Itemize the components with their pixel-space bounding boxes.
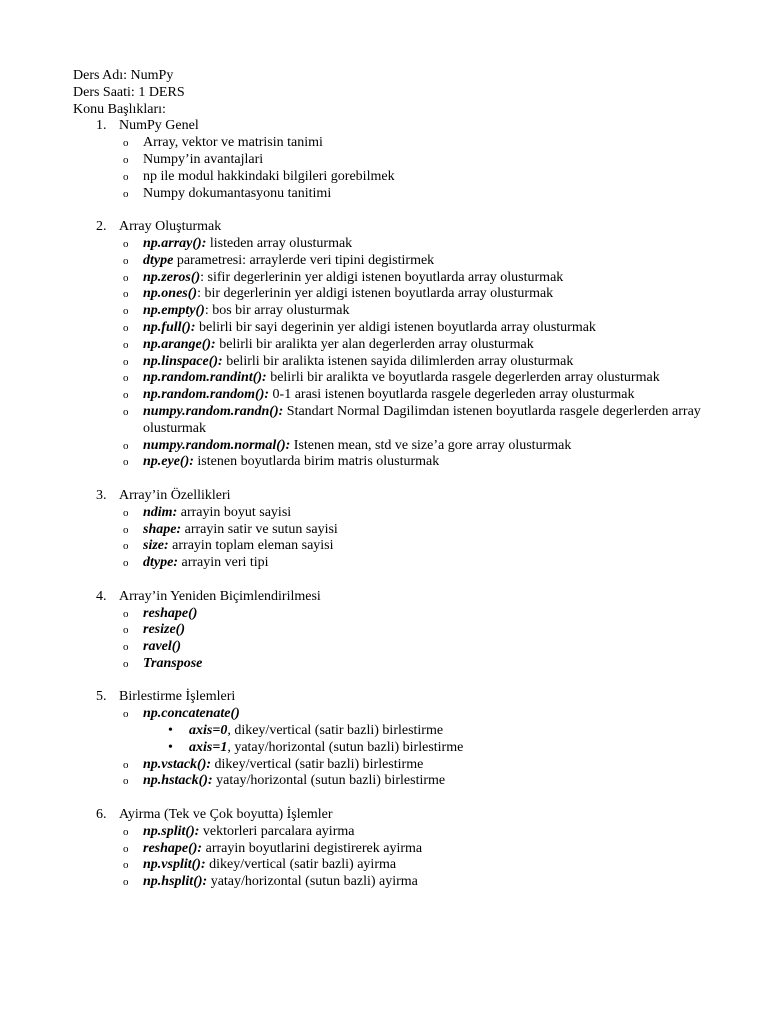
circle-bullet-icon: o <box>123 153 129 166</box>
circle-bullet-icon: o <box>123 187 129 200</box>
section-title: Ayirma (Tek ve Çok boyutta) İşlemler <box>119 807 333 823</box>
list-item <box>73 387 733 404</box>
circle-bullet-icon: o <box>123 355 129 368</box>
section-heading <box>73 589 733 606</box>
list-item <box>73 555 733 572</box>
item-text: , yatay/horizontal (sutun bazli) birlestirme <box>227 739 464 755</box>
disc-bullet-icon: • <box>168 739 173 755</box>
item-text: : sifir degerlerinin yer aldigi istenen boyutlarda array olusturmak <box>200 269 564 285</box>
list-item <box>73 857 733 874</box>
circle-bullet-icon: o <box>123 641 129 654</box>
circle-bullet-icon: o <box>123 825 129 838</box>
circle-bullet-icon: o <box>123 624 129 637</box>
item-code: axis=0 <box>189 723 228 739</box>
course-name: Ders Adı: NumPy <box>73 68 174 83</box>
circle-bullet-icon: o <box>123 338 129 351</box>
list-item <box>73 522 733 539</box>
item-text: belirli bir sayi degerinin yer aldigi istenen boyutlarda array olusturmak <box>195 319 596 335</box>
list-item <box>73 639 733 656</box>
item-text: dikey/vertical (satir bazli) ayirma <box>205 857 397 873</box>
item-code: shape: <box>143 521 182 537</box>
list-item <box>73 874 733 891</box>
circle-bullet-icon: o <box>123 607 129 620</box>
list-item <box>73 454 733 471</box>
circle-bullet-icon: o <box>123 758 129 771</box>
circle-bullet-icon: o <box>123 876 129 889</box>
item-code: np.split(): <box>143 823 200 839</box>
item-code: np.full(): <box>143 319 196 335</box>
circle-bullet-icon: o <box>123 439 129 452</box>
item-text: , dikey/vertical (satir bazli) birlestirme <box>227 723 444 739</box>
section-gap <box>73 790 733 807</box>
item-text: yatay/horizontal (sutun bazli) ayirma <box>207 874 418 890</box>
item-text: Numpy dokumantasyonu tanitimi <box>143 185 332 201</box>
list-item <box>73 656 733 673</box>
item-text: np ile modul hakkindaki bilgileri gorebilmek <box>143 168 395 184</box>
list-item <box>73 370 733 387</box>
circle-bullet-icon: o <box>123 405 129 418</box>
section-title: Birlestirme İşlemleri <box>119 689 236 705</box>
item-text: dikey/vertical (satir bazli) birlestirme <box>211 756 424 772</box>
item-code: numpy.random.randn(): <box>143 403 284 419</box>
circle-bullet-icon: o <box>123 271 129 284</box>
circle-bullet-icon: o <box>123 170 129 183</box>
item-code: numpy.random.normal(): <box>143 437 291 453</box>
circle-bullet-icon: o <box>123 389 129 402</box>
section-number: 3. <box>96 487 107 503</box>
list-item <box>73 236 733 253</box>
list-item <box>73 404 733 438</box>
section-title: Array’in Özellikleri <box>119 487 231 503</box>
list-item <box>73 169 733 186</box>
item-code: np.linspace(): <box>143 353 223 369</box>
item-code: np.ones() <box>143 286 198 302</box>
item-text: vektorleri parcalara ayirma <box>199 823 355 839</box>
item-text: parametresi: arraylerde veri tipini degistirmek <box>173 252 435 268</box>
item-code: dtype <box>143 252 174 268</box>
section-number: 2. <box>96 219 107 235</box>
list-item <box>73 538 733 555</box>
topics-list <box>73 118 733 891</box>
circle-bullet-icon: o <box>123 523 129 536</box>
list-item <box>73 622 733 639</box>
list-item <box>73 270 733 287</box>
list-item <box>73 438 733 455</box>
item-text: arrayin boyut sayisi <box>177 504 292 520</box>
section-gap <box>73 471 733 488</box>
disc-bullet-icon: • <box>168 723 173 739</box>
circle-bullet-icon: o <box>123 842 129 855</box>
list-item <box>73 152 733 169</box>
item-text: Array, vektor ve matrisin tanimi <box>143 135 323 151</box>
list-item <box>73 320 733 337</box>
list-item <box>73 606 733 623</box>
item-code: size: <box>143 538 169 554</box>
circle-bullet-icon: o <box>123 321 129 334</box>
circle-bullet-icon: o <box>123 372 129 385</box>
sub-list-item <box>73 723 733 740</box>
section-heading <box>73 219 733 236</box>
circle-bullet-icon: o <box>123 775 129 788</box>
item-code: np.concatenate() <box>143 706 240 722</box>
item-code: np.random.randint(): <box>143 370 267 386</box>
item-code: ravel() <box>143 639 182 655</box>
section-number: 6. <box>96 807 107 823</box>
item-text: Istenen mean, std ve size’a gore array olusturmak <box>290 437 572 453</box>
list-item <box>73 303 733 320</box>
item-code: np.hsplit(): <box>143 874 208 890</box>
item-code: axis=1 <box>189 739 228 755</box>
section-heading <box>73 807 733 824</box>
section-heading <box>73 488 733 505</box>
circle-bullet-icon: o <box>123 288 129 301</box>
circle-bullet-icon: o <box>123 506 129 519</box>
section-gap <box>73 673 733 690</box>
item-text: arrayin toplam eleman sayisi <box>168 538 334 554</box>
item-code: np.eye(): <box>143 454 194 470</box>
item-text: istenen boyutlarda birim matris olusturmak <box>193 454 440 470</box>
list-item <box>73 773 733 790</box>
sub-list-item <box>73 740 733 757</box>
item-text: Numpy’in avantajlari <box>143 151 264 167</box>
item-code: np.vstack(): <box>143 756 212 772</box>
section-heading <box>73 689 733 706</box>
circle-bullet-icon: o <box>123 859 129 872</box>
list-item <box>73 186 733 203</box>
item-code: reshape() <box>143 605 198 621</box>
document-page <box>73 68 733 891</box>
circle-bullet-icon: o <box>123 540 129 553</box>
item-code: np.zeros() <box>143 269 201 285</box>
circle-bullet-icon: o <box>123 137 129 150</box>
item-code: np.empty() <box>143 303 205 319</box>
item-text: Standart Normal Dagilimdan istenen boyutlarda rasgele degerlerden array olusturmak <box>143 403 701 436</box>
list-item <box>73 337 733 354</box>
item-code: np.hstack(): <box>143 773 213 789</box>
list-item <box>73 757 733 774</box>
section-title: Array’in Yeniden Biçimlendirilmesi <box>119 588 321 604</box>
section-gap <box>73 572 733 589</box>
section-gap <box>73 202 733 219</box>
circle-bullet-icon: o <box>123 657 129 670</box>
circle-bullet-icon: o <box>123 708 129 721</box>
list-item <box>73 354 733 371</box>
item-code: np.arange(): <box>143 336 216 352</box>
item-text: belirli bir aralikta ve boyutlarda rasgele degerlerden array olusturmak <box>266 370 660 386</box>
item-text: arrayin veri tipi <box>177 555 269 571</box>
circle-bullet-icon: o <box>123 557 129 570</box>
section-number: 4. <box>96 588 107 604</box>
circle-bullet-icon: o <box>123 305 129 318</box>
section-title: NumPy Genel <box>119 118 199 134</box>
section-number: 1. <box>96 118 107 134</box>
item-text: arrayin satir ve sutun sayisi <box>181 521 338 537</box>
circle-bullet-icon: o <box>123 254 129 267</box>
list-item <box>73 135 733 152</box>
course-hours: Ders Saati: 1 DERS <box>73 84 185 100</box>
item-code: resize() <box>143 622 185 638</box>
item-text: yatay/horizontal (sutun bazli) birlestirme <box>212 773 446 789</box>
list-item <box>73 253 733 270</box>
item-code: Transpose <box>143 655 203 671</box>
section-title: Array Oluşturmak <box>119 219 222 235</box>
item-text: arrayin boyutlarini degistirerek ayirma <box>202 840 423 856</box>
list-item <box>73 706 733 723</box>
item-text: belirli bir aralikta yer alan degerlerden array olusturmak <box>215 336 534 352</box>
list-item <box>73 841 733 858</box>
item-text: belirli bir aralikta istenen sayida dilimlerden array olusturmak <box>222 353 574 369</box>
circle-bullet-icon: o <box>123 237 129 250</box>
item-text: 0-1 arasi istenen boyutlarda rasgele degerleden array olusturmak <box>269 387 635 403</box>
item-code: ndim: <box>143 504 178 520</box>
item-code: np.array(): <box>143 235 207 251</box>
list-item <box>73 824 733 841</box>
item-code: np.vsplit(): <box>143 857 206 873</box>
item-code: dtype: <box>143 555 178 571</box>
circle-bullet-icon: o <box>123 456 129 469</box>
item-code: np.random.random(): <box>143 387 270 403</box>
section-heading <box>73 118 733 135</box>
topics-label: Konu Başlıkları: <box>73 101 166 117</box>
item-code: reshape(): <box>143 840 203 856</box>
item-text: : bos bir array olusturmak <box>204 303 350 319</box>
section-number: 5. <box>96 689 107 705</box>
item-text: listeden array olusturmak <box>206 235 353 251</box>
item-text: : bir degerlerinin yer aldigi istenen boyutlarda array olusturmak <box>197 286 554 302</box>
list-item <box>73 505 733 522</box>
list-item <box>73 286 733 303</box>
